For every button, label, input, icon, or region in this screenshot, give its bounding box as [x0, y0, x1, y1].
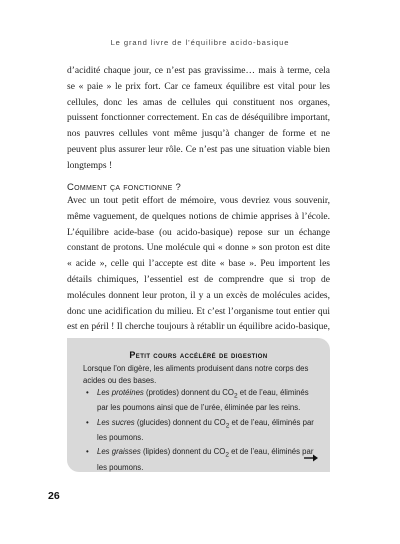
co2-text: CO [214, 417, 226, 427]
bullet-term: Les sucres [97, 417, 135, 427]
co2-subscript: 2 [225, 452, 229, 460]
arrow-right-icon [304, 454, 318, 462]
co2-text: CO [222, 388, 234, 397]
box-intro: Lorsque l’on digère, les aliments produisent dans notre corps des acides ou des bases. [83, 364, 309, 385]
page-number: 26 [48, 490, 60, 502]
bullet-icon: • [86, 388, 89, 397]
list-item [83, 446, 321, 473]
co2-subscript: 2 [233, 392, 238, 400]
box-title: Petit cours accéléré de digestion [129, 350, 268, 360]
co2-text: CO [213, 447, 226, 457]
sidebar-box [67, 338, 330, 472]
paragraph-2: Avec un tout petit effort de mémoire, vous devriez vous souvenir, même vaguement, de quelques notions de chimie apprises à l’école. L’équilibre acide-base (ou acido-basique) repose sur un échange constant de protons. Une molécule qui « donne » son proton est dite « acide », celle qui l’accepte est dite « base ». Peu importent les détails chimiques, l’essentiel est de comprendre que si trop de molécules donnent leur proton, il y a un excès de molécules acides, donc une acidification du milieu. Et c’est l’organisme tout entier qui est en péril ! Il cherche toujours à rétablir un équilibre acido-basique, [67, 196, 330, 333]
bullet-term: Les graisses [97, 447, 141, 457]
bullet-text: (protides) donnent du [143, 388, 223, 397]
paragraph-1: d’acidité chaque jour, ce n’est pas gravissime… mais à terme, cela se « paie » le prix fort. Car ce fameux équilibre est vital pour les cellules, donc les amas de cellules qui constituent nos organes, puissent fonctionner correctement. En cas de déséquilibre important, nos pauvres cellules vont même jusqu’à changer de forme et ne peuvent plus assurer leur rôle. Ce n’est pas une situation viable bien longtemps ! [67, 66, 330, 171]
bullet-text-end: et de l’eau, éliminés par les poumons ainsi que de l’urée, éliminée par les reins. [97, 388, 309, 413]
co2-subscript: 2 [225, 422, 230, 430]
list-item [83, 387, 321, 414]
bullet-text-end: et de l’eau, éliminés par les poumons. [97, 447, 314, 472]
bullet-list [83, 387, 321, 476]
bullet-icon: • [86, 417, 89, 427]
bullet-text-end: et de l’eau, éliminés par les poumons. [97, 417, 314, 442]
bullet-text: (glucides) donnent du [134, 417, 215, 427]
bullet-text: (lipides) donnent du [140, 447, 214, 457]
running-head: Le grand livre de l’équilibre acido-basique [110, 38, 290, 47]
bullet-icon: • [86, 447, 89, 457]
list-item [83, 417, 321, 444]
bullet-term: Les protéines [97, 388, 144, 397]
section-heading: Comment ça fonctionne ? [67, 182, 182, 193]
